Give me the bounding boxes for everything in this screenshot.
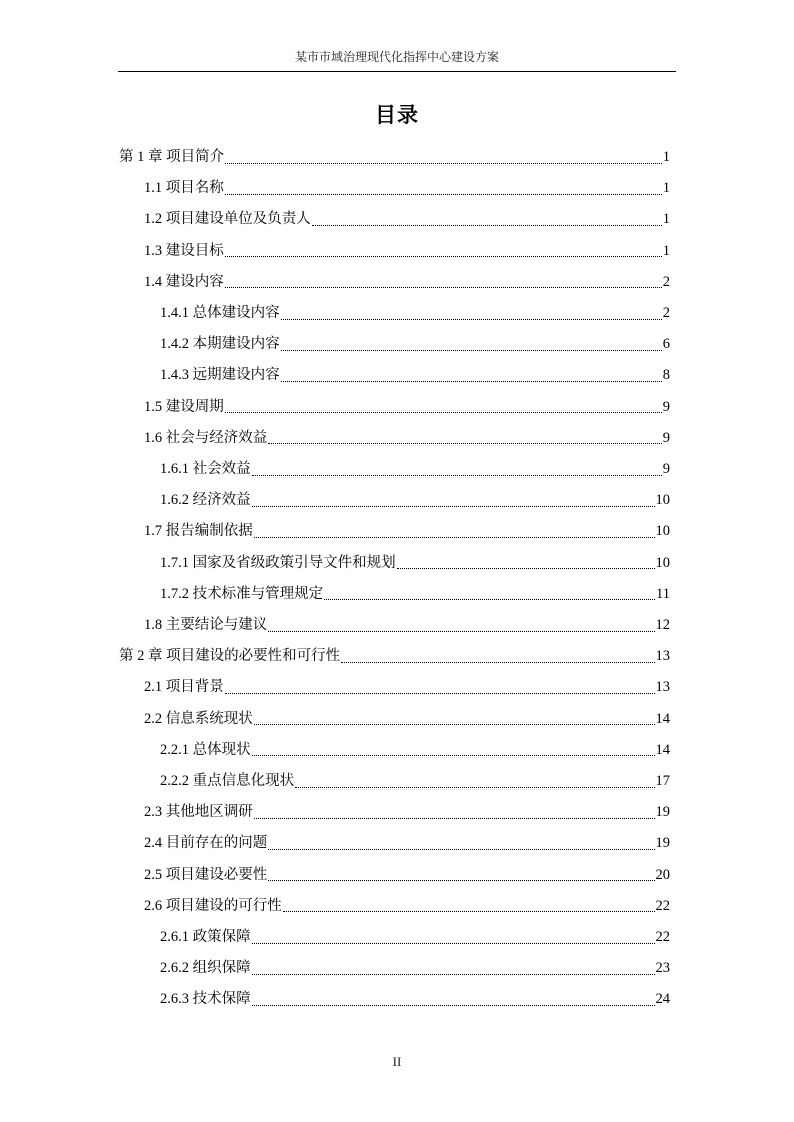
toc-entry-label: 2.3 其他地区调研 (144, 804, 253, 821)
toc-entry-label: 1.1 项目名称 (144, 180, 224, 197)
toc-entry-page: 24 (655, 991, 670, 1008)
toc-entry-label: 第 2 章 项目建设的必要性和可行性 (119, 648, 341, 665)
toc-entry-page: 9 (662, 429, 670, 446)
toc-entry[interactable] (144, 423, 670, 453)
toc-entry[interactable] (119, 142, 670, 172)
toc-entry[interactable] (160, 984, 670, 1014)
toc-dot-leader (283, 911, 655, 912)
toc-entry-page: 23 (655, 960, 670, 977)
toc-dot-leader (268, 880, 654, 881)
toc-entry[interactable] (160, 766, 670, 796)
toc-entry[interactable] (160, 735, 670, 765)
toc-entry-page: 9 (662, 461, 670, 477)
toc-entry[interactable] (160, 953, 670, 983)
toc-title: 目录 (375, 103, 419, 127)
toc-entry-page: 1 (662, 180, 670, 197)
toc-entry-label: 2.6.3 技术保障 (160, 991, 251, 1008)
toc-dot-leader (225, 287, 662, 288)
toc-dot-leader (281, 319, 662, 320)
toc-entry-page: 11 (656, 585, 670, 602)
toc-entry[interactable] (160, 454, 670, 484)
toc-dot-leader (254, 724, 655, 725)
toc-dot-leader (225, 256, 662, 257)
toc-entry[interactable] (160, 579, 670, 609)
toc-entry[interactable] (144, 891, 670, 921)
toc-entry-label: 1.4.2 本期建设内容 (160, 336, 280, 353)
toc-entry[interactable] (144, 672, 670, 702)
toc-entry-label: 1.7.2 技术标准与管理规定 (160, 585, 324, 602)
toc-entry-page: 13 (655, 648, 670, 665)
toc-dot-leader (281, 350, 662, 351)
toc-dot-leader (295, 787, 654, 788)
toc-dot-leader (252, 755, 655, 756)
toc-entry-page: 10 (655, 492, 670, 509)
toc-entry[interactable] (144, 610, 670, 640)
toc-entry[interactable] (144, 173, 670, 203)
toc-entry-page: 17 (655, 773, 670, 789)
toc-entry-page: 13 (655, 679, 670, 696)
toc-entry[interactable] (160, 329, 670, 359)
toc-entry[interactable] (144, 516, 670, 546)
toc-entry-page: 2 (662, 305, 670, 321)
toc-entry-page: 10 (655, 523, 670, 540)
toc-entry-page: 19 (655, 804, 670, 821)
toc-entry[interactable] (160, 360, 670, 390)
toc-entry[interactable] (144, 236, 670, 266)
toc-dot-leader (312, 225, 662, 226)
toc-entry[interactable] (160, 548, 670, 578)
toc-entry[interactable] (119, 641, 670, 671)
toc-entry[interactable] (160, 298, 670, 328)
toc-entry-label: 2.6.1 政策保障 (160, 929, 251, 945)
toc-dot-leader (225, 194, 662, 195)
running-header: 某市市域治理现代化指挥中心建设方案 (294, 50, 499, 64)
toc-dot-leader (254, 537, 655, 538)
toc-entry-page: 12 (655, 617, 670, 633)
toc-dot-leader (225, 163, 662, 164)
toc-entry-label: 2.1 项目背景 (144, 679, 224, 696)
toc-entry[interactable] (160, 485, 670, 515)
toc-dot-leader (281, 381, 662, 382)
toc-dot-leader (268, 631, 654, 632)
toc-entry-page: 8 (662, 367, 670, 384)
toc-entry-label: 第 1 章 项目简介 (119, 149, 225, 165)
toc-entry[interactable] (144, 704, 670, 734)
toc-entry-label: 1.6.2 经济效益 (160, 492, 251, 509)
toc-dot-leader (397, 568, 655, 569)
toc-entry-label: 1.2 项目建设单位及负责人 (144, 211, 311, 228)
toc-entry-page: 1 (662, 242, 670, 259)
toc-entry-label: 1.8 主要结论与建议 (144, 617, 268, 633)
toc-dot-leader (225, 412, 662, 413)
toc-entry-label: 1.7.1 国家及省级政策引导文件和规划 (160, 554, 396, 571)
toc-entry-label: 1.7 报告编制依据 (144, 523, 253, 540)
toc-dot-leader (341, 662, 654, 663)
toc-dot-leader (268, 849, 654, 850)
toc-entry-label: 2.6.2 组织保障 (160, 960, 251, 977)
page-number: II (392, 1054, 402, 1069)
toc-entry-label: 2.2.1 总体现状 (160, 741, 251, 758)
toc-dot-leader (252, 974, 655, 975)
toc-entry-page: 9 (662, 398, 670, 415)
toc-entry-page: 14 (655, 741, 670, 758)
toc-entry[interactable] (144, 860, 670, 890)
toc-entry-page: 10 (655, 554, 670, 571)
toc-entry-page: 19 (655, 835, 670, 852)
toc-entry-page: 22 (655, 929, 670, 945)
toc-entry-page: 1 (662, 211, 670, 228)
toc-entry-page: 1 (662, 149, 670, 165)
toc-entry-label: 2.6 项目建设的可行性 (144, 897, 282, 914)
toc-entry-label: 1.6 社会与经济效益 (144, 429, 268, 446)
toc-entry-label: 2.2 信息系统现状 (144, 710, 253, 727)
toc-dot-leader (225, 693, 655, 694)
toc-entry-label: 2.4 目前存在的问题 (144, 835, 268, 852)
toc-entry[interactable] (144, 797, 670, 827)
toc-entry-page: 22 (655, 897, 670, 914)
toc-dot-leader (254, 818, 655, 819)
toc-entry-label: 2.2.2 重点信息化现状 (160, 773, 295, 789)
toc-entry[interactable] (144, 267, 670, 297)
toc-entry-page: 20 (655, 866, 670, 883)
toc-dot-leader (268, 443, 662, 444)
toc-entry-page: 2 (662, 273, 670, 290)
toc-entry-label: 1.4.3 远期建设内容 (160, 367, 280, 384)
toc-entry[interactable] (144, 204, 670, 234)
toc-entry[interactable] (144, 828, 670, 858)
toc-entry-label: 1.3 建设目标 (144, 242, 224, 259)
toc-dot-leader (252, 506, 655, 507)
toc-entry[interactable] (144, 392, 670, 422)
toc-entry-label: 1.4 建设内容 (144, 273, 224, 290)
toc-dot-leader (252, 943, 655, 944)
toc-entry-label: 1.5 建设周期 (144, 398, 224, 415)
toc-entry-page: 6 (662, 336, 670, 353)
toc-dot-leader (252, 1005, 655, 1006)
toc-dot-leader (252, 475, 662, 476)
toc-entry[interactable] (160, 922, 670, 952)
toc-dot-leader (324, 599, 655, 600)
toc-entry-page: 14 (655, 710, 670, 727)
toc-entry-label: 1.6.1 社会效益 (160, 461, 251, 477)
toc-entry-label: 1.4.1 总体建设内容 (160, 305, 280, 321)
header-divider (118, 71, 676, 72)
toc-entry-label: 2.5 项目建设必要性 (144, 866, 268, 883)
